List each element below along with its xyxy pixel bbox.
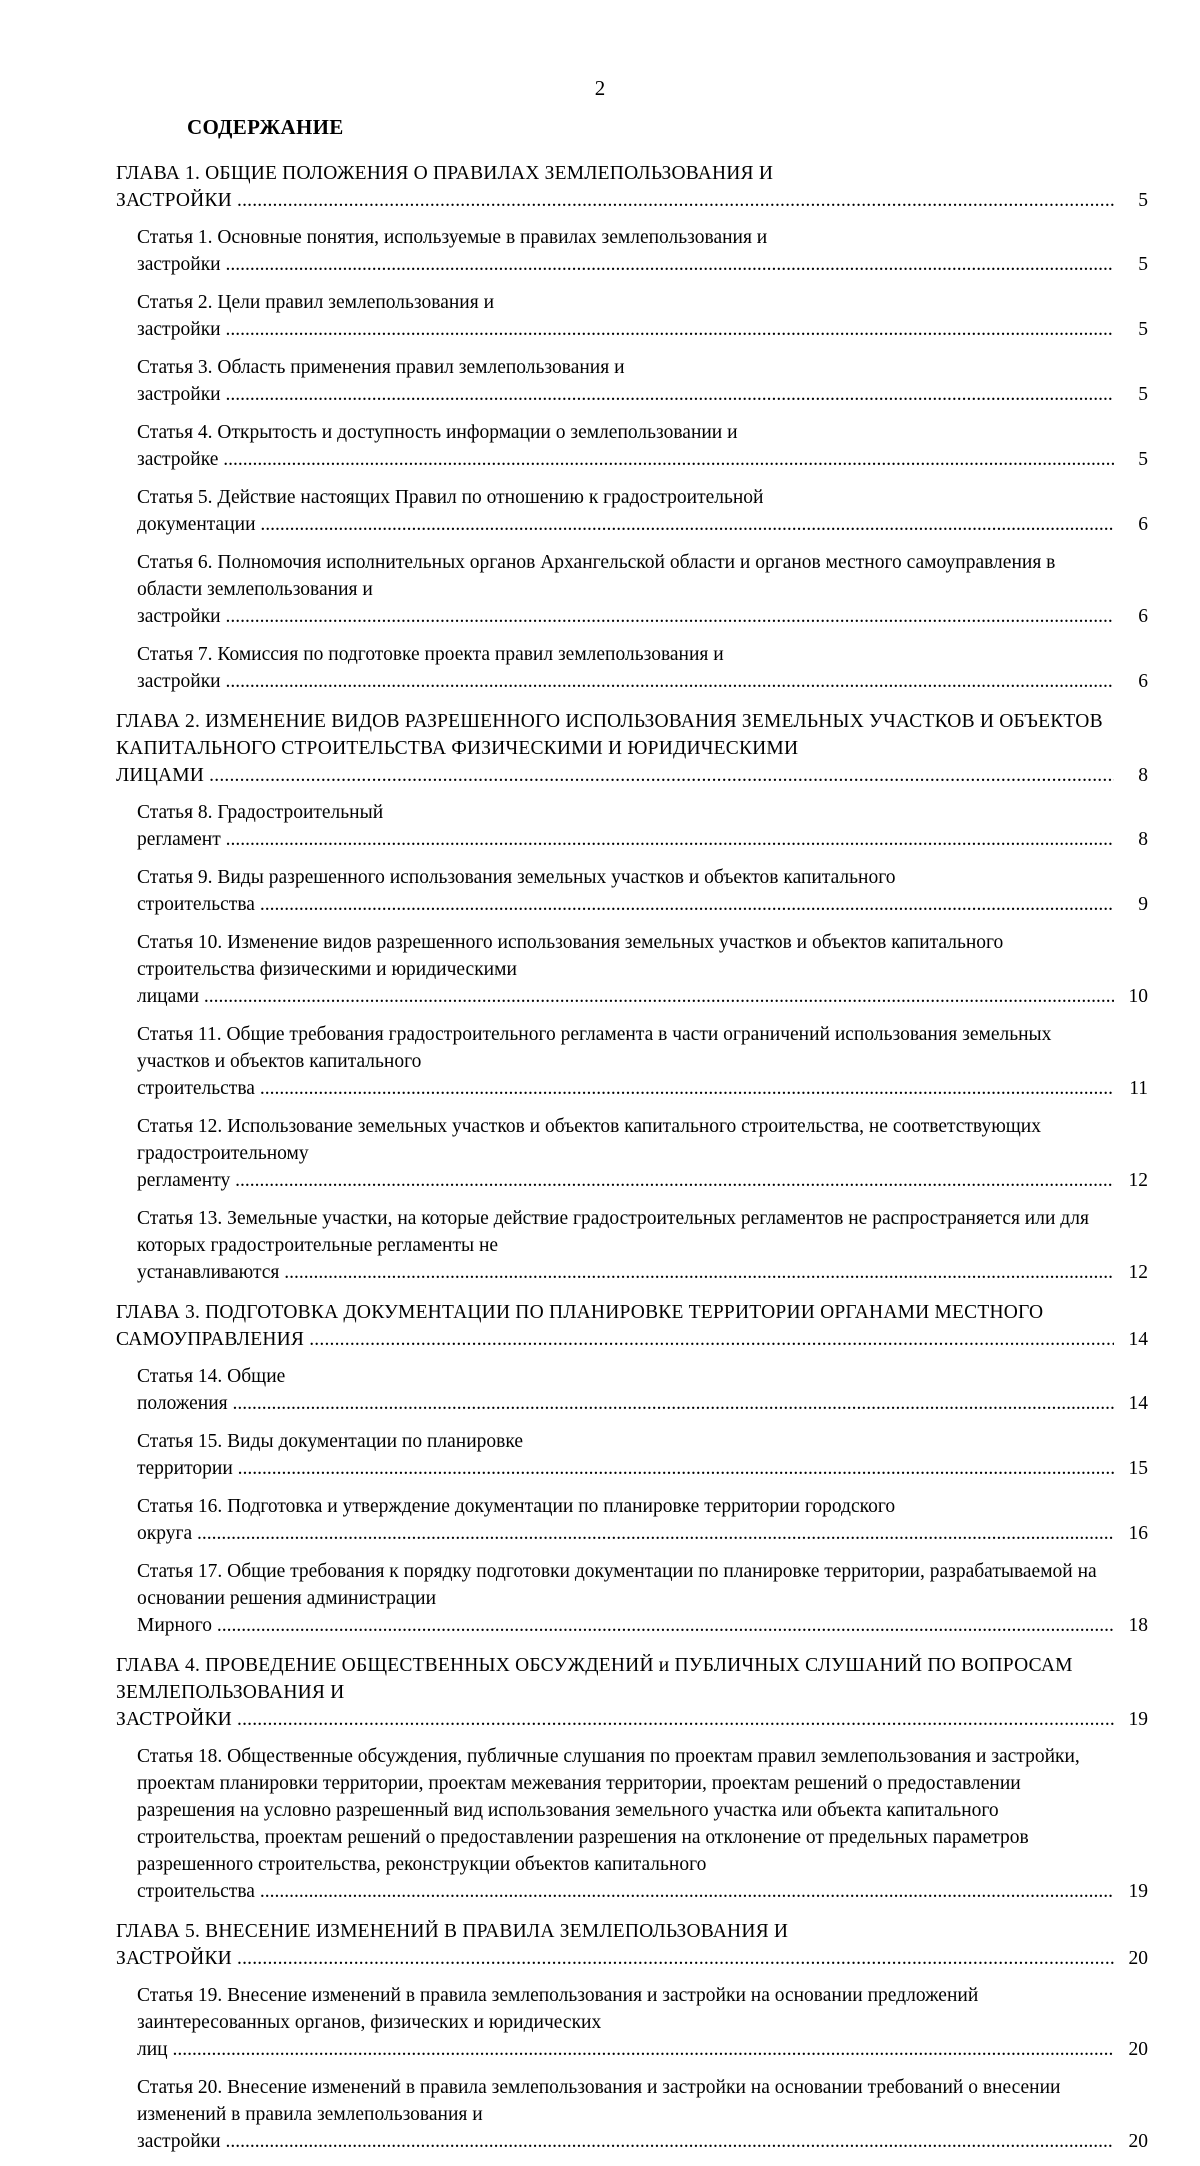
toc-entry-page: 12	[1114, 1167, 1148, 1194]
toc-chapter-2[interactable]	[116, 706, 1148, 789]
toc-article-6[interactable]	[137, 549, 1148, 630]
toc-entry-text: Статья 14. Общие положения .....	[137, 1366, 1148, 1414]
toc-entry-text: ГЛАВА 2. ИЗМЕНЕНИЕ ВИДОВ РАЗРЕШЕННОГО ИСПОЛЬЗОВАНИЯ ЗЕМЕЛЬНЫХ УЧАСТКОВ И ОБЪЕКТОВ КАПИТАЛЬНОГО СТРОИТЕЛЬСТВА ФИЗИЧЕСКИМИ И ЮРИДИЧЕСКИМИ ЛИЦАМИ .....	[116, 711, 1148, 786]
toc-article-16[interactable]	[137, 1493, 1148, 1547]
toc-entry-text: Статья 18. Общественные обсуждения, публичные слушания по проектам правил землепользования и застройки, проектам планировки территории, проектам межевания территории, проектам решений о предоставлении разрешения на условно разрешенный вид использования земельного участка или объекта капитального строительства, проектам решений о предоставлении разрешения на отклонение от предельных параметров разрешенного строительства, реконструкции объектов капитального строительства .....	[137, 1746, 1148, 1902]
toc-entry-text: Статья 8. Градостроительный регламент .....	[137, 802, 1148, 850]
toc-entry-page: 8	[1114, 762, 1148, 789]
toc-entry-page: 16	[1114, 1520, 1148, 1547]
toc-entry-text: Статья 20. Внесение изменений в правила землепользования и застройки на основании требований о внесении изменений в правила землепользования и застройки .....	[137, 2077, 1148, 2152]
toc-article-13[interactable]	[137, 1205, 1148, 1286]
toc-entry-page: 19	[1114, 1878, 1148, 1905]
toc-article-4[interactable]	[137, 419, 1148, 473]
toc-entry-page: 8	[1114, 826, 1148, 853]
toc-entry-page: 14	[1114, 1390, 1148, 1417]
toc-entry-page: 11	[1114, 1075, 1148, 1102]
toc-entry-page: 18	[1114, 1612, 1148, 1639]
toc-entry-page: 15	[1114, 1455, 1148, 1482]
toc-entry-text: Статья 3. Область применения правил землепользования и застройки .....	[137, 357, 1148, 405]
toc-entry-page: 19	[1114, 1706, 1148, 1733]
toc-entry-text: Статья 17. Общие требования к порядку подготовки документации по планировке территории, разрабатываемой на основании решения администрации Мирного .....	[137, 1561, 1148, 1636]
toc-entry-text: Статья 7. Комиссия по подготовке проекта правил землепользования и застройки .....	[137, 644, 1148, 692]
toc-entry-text: ГЛАВА 1. ОБЩИЕ ПОЛОЖЕНИЯ О ПРАВИЛАХ ЗЕМЛЕПОЛЬЗОВАНИЯ И ЗАСТРОЙКИ .....	[116, 163, 1148, 211]
toc-entry-text: Статья 12. Использование земельных участков и объектов капитального строительства, не соответствующих градостроительному регламенту .....	[137, 1116, 1148, 1191]
toc-chapter-5[interactable]	[116, 1916, 1148, 1972]
toc-entry-page: 5	[1114, 187, 1148, 214]
page-number: 2	[594, 76, 606, 100]
toc-article-9[interactable]	[137, 864, 1148, 918]
toc-entry-page: 14	[1114, 1326, 1148, 1353]
toc-entry-text: ГЛАВА 4. ПРОВЕДЕНИЕ ОБЩЕСТВЕННЫХ ОБСУЖДЕНИЙ и ПУБЛИЧНЫХ СЛУШАНИЙ ПО ВОПРОСАМ ЗЕМЛЕПОЛЬЗОВАНИЯ И ЗАСТРОЙКИ .....	[116, 1655, 1148, 1730]
toc-article-14[interactable]	[137, 1363, 1148, 1417]
toc-article-3[interactable]	[137, 354, 1148, 408]
toc-entry-text: Статья 15. Виды документации по планировке территории .....	[137, 1431, 1148, 1479]
toc-entry-text: Статья 2. Цели правил землепользования и застройки .....	[137, 292, 1148, 340]
toc-article-15[interactable]	[137, 1428, 1148, 1482]
toc-entry-page: 20	[1114, 2128, 1148, 2155]
toc-entry-page: 5	[1114, 381, 1148, 408]
toc-article-20[interactable]	[137, 2074, 1148, 2155]
toc-chapter-4[interactable]	[116, 1650, 1148, 1733]
toc-article-8[interactable]	[137, 799, 1148, 853]
toc-entry-page: 9	[1114, 891, 1148, 918]
toc-entry-page: 6	[1114, 603, 1148, 630]
toc-article-5[interactable]	[137, 484, 1148, 538]
toc-entry-text: Статья 1. Основные понятия, используемые в правилах землепользования и застройки .....	[137, 227, 1148, 275]
toc-chapter-3[interactable]	[116, 1297, 1148, 1353]
toc-entry-page: 20	[1114, 2036, 1148, 2063]
toc-entry-page: 12	[1114, 1259, 1148, 1286]
toc-entry-text: ГЛАВА 5. ВНЕСЕНИЕ ИЗМЕНЕНИЙ В ПРАВИЛА ЗЕМЛЕПОЛЬЗОВАНИЯ И ЗАСТРОЙКИ .....	[116, 1921, 1148, 1969]
toc-article-19[interactable]	[137, 1982, 1148, 2063]
toc-entry-page: 6	[1114, 511, 1148, 538]
toc-article-7[interactable]	[137, 641, 1148, 695]
toc-title: СОДЕРЖАНИЕ	[187, 115, 344, 139]
toc-entry-text: Статья 5. Действие настоящих Правил по отношению к градостроительной документации .....	[137, 487, 1148, 535]
toc-entry-text: Статья 13. Земельные участки, на которые действие градостроительных регламентов не распространяется или для которых градостроительные регламенты не устанавливаются .....	[137, 1208, 1148, 1283]
toc-entry-text: Статья 19. Внесение изменений в правила землепользования и застройки на основании предложений заинтересованных органов, физических и юридических лиц .....	[137, 1985, 1148, 2060]
toc-article-2[interactable]	[137, 289, 1148, 343]
toc-entry-page: 5	[1114, 316, 1148, 343]
toc-entry-text: ГЛАВА 3. ПОДГОТОВКА ДОКУМЕНТАЦИИ ПО ПЛАНИРОВКЕ ТЕРРИТОРИИ ОРГАНАМИ МЕСТНОГО САМОУПРАВЛЕНИЯ .....	[116, 1302, 1148, 1350]
toc-entry-text: Статья 9. Виды разрешенного использования земельных участков и объектов капитального строительства .....	[137, 867, 1148, 915]
toc-article-11[interactable]	[137, 1021, 1148, 1102]
toc-entry-page: 10	[1114, 983, 1148, 1010]
toc-entry-text: Статья 6. Полномочия исполнительных органов Архангельской области и органов местного самоуправления в области землепользования и застройки .....	[137, 552, 1148, 627]
toc-article-18[interactable]	[137, 1743, 1148, 1905]
toc-chapter-1[interactable]	[116, 158, 1148, 214]
toc-article-1[interactable]	[137, 224, 1148, 278]
toc-entry-text: Статья 16. Подготовка и утверждение документации по планировке территории городского округа .....	[137, 1496, 1148, 1544]
table-of-contents	[116, 158, 1148, 2166]
toc-entry-page: 6	[1114, 668, 1148, 695]
toc-entry-page: 5	[1114, 446, 1148, 473]
toc-entry-text: Статья 11. Общие требования градостроительного регламента в части ограничений использования земельных участков и объектов капитального строительства .....	[137, 1024, 1148, 1099]
toc-entry-page: 5	[1114, 251, 1148, 278]
toc-article-10[interactable]	[137, 929, 1148, 1010]
toc-article-17[interactable]	[137, 1558, 1148, 1639]
toc-entry-text: Статья 10. Изменение видов разрешенного использования земельных участков и объектов капитального строительства физическими и юридическими лицами .....	[137, 932, 1148, 1007]
toc-article-12[interactable]	[137, 1113, 1148, 1194]
toc-entry-text: Статья 4. Открытость и доступность информации о землепользовании и застройке .....	[137, 422, 1148, 470]
toc-entry-page: 20	[1114, 1945, 1148, 1972]
